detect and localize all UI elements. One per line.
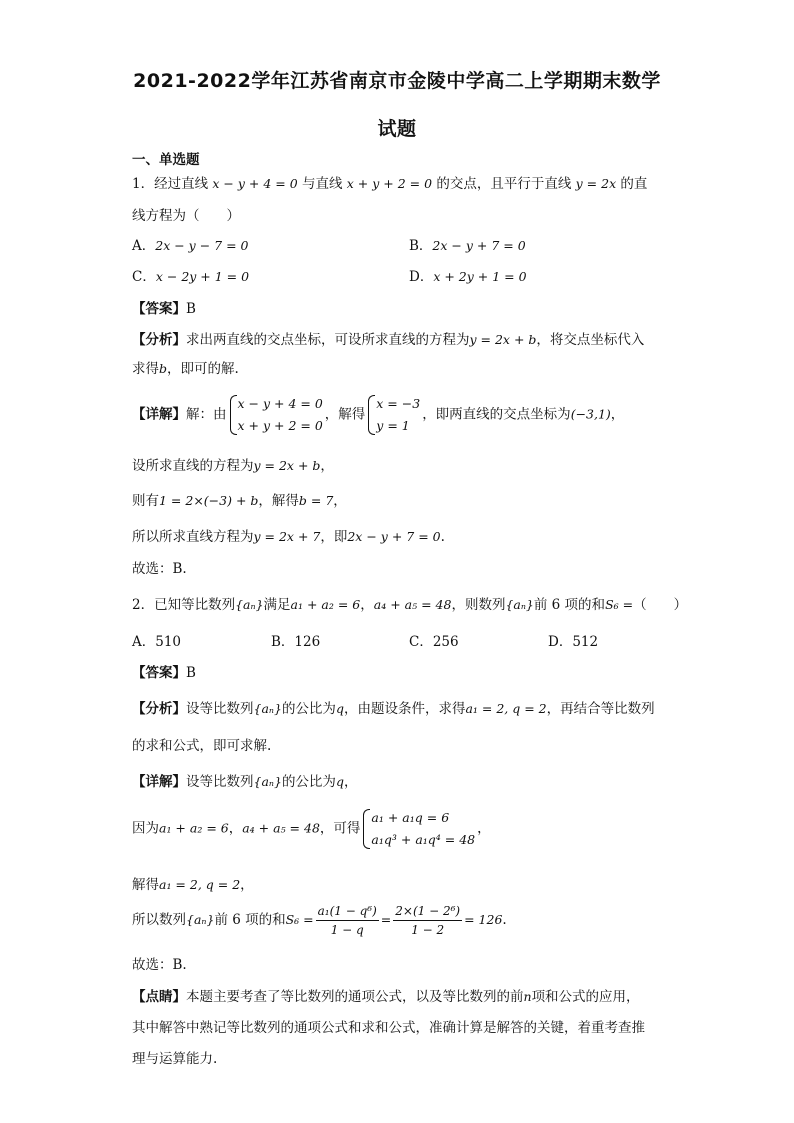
q1-option-c: C．x − 2y + 1 = 0 xyxy=(132,269,250,285)
q1-step2: 则有1 = 2×(−3) + b，解得b = 7， xyxy=(132,493,347,509)
q1-system-1: x − y + 4 = 0 x + y + 2 = 0 xyxy=(229,393,323,437)
q1-option-b: B．2x − y + 7 = 0 xyxy=(409,238,526,254)
q2-analysis-line2: 的求和公式，即可求解. xyxy=(132,738,272,754)
q2-option-b: B．126 xyxy=(271,634,321,650)
q2-comment-line2: 其中解答中熟记等比数列的通项公式和求和公式，准确计算是解答的关键，着重考查推 xyxy=(132,1020,645,1036)
q1-stem-line2: 线方程为（ ） xyxy=(132,208,240,224)
doc-title-line1: 2021-2022学年江苏省南京市金陵中学高二上学期期末数学 xyxy=(133,70,661,92)
q1-eq3: y = 2x xyxy=(575,176,617,191)
doc-title-line2: 试题 xyxy=(377,118,417,140)
q2-option-a: A．510 xyxy=(132,634,182,650)
q2-choice: 故选：B. xyxy=(132,957,187,973)
q2-stem: 2．已知等比数列{aₙ}满足a₁ + a₂ = 6，a₄ + a₅ = 48，则数列{aₙ}前 6 项的和S₆ =（ ） xyxy=(132,597,688,613)
q2-answer: 【答案】B xyxy=(132,665,196,681)
q1-analysis-line1: 【分析】求出两直线的交点坐标，可设所求直线的方程为y = 2x + b，将交点坐标代入 xyxy=(132,332,645,348)
q2-analysis-line1: 【分析】设等比数列{aₙ}的公比为q，由题设条件，求得a₁ = 2, q = 2，再结合等比数列 xyxy=(132,701,655,717)
q2-fraction-1: $\frac{\text{a₁(1 − q⁶)}}{1 - q}$ xyxy=(317,904,377,937)
q2-system: a₁ + a₁q = 6 a₁q³ + a₁q⁴ = 48 xyxy=(362,807,475,851)
q1-option-a: A．2x − y − 7 = 0 xyxy=(132,238,249,254)
q2-option-c: C．256 xyxy=(409,634,459,650)
q2-comment-line1: 【点睛】本题主要考查了等比数列的通项公式，以及等比数列的前n项和公式的应用， xyxy=(132,989,640,1005)
q2-detail-line: 【详解】设等比数列{aₙ}的公比为q， xyxy=(132,774,358,790)
q1-step1: 设所求直线的方程为y = 2x + b， xyxy=(132,458,334,474)
q2-comment-line3: 理与运算能力. xyxy=(132,1051,218,1067)
q2-step1: 因为a₁ + a₂ = 6，a₄ + a₅ = 48，可得 a₁ + a₁q = 6 a₁q³ + a₁q⁴ = 48 ， xyxy=(132,807,491,851)
q1-analysis-line2: 求得b，即可的解. xyxy=(132,361,239,377)
q1-step3: 所以所求直线方程为y = 2x + 7，即2x − y + 7 = 0. xyxy=(132,529,445,545)
q1-choice: 故选：B. xyxy=(132,561,187,577)
q2-step2: 解得a₁ = 2, q = 2， xyxy=(132,877,254,893)
q2-option-d: D．512 xyxy=(548,634,599,650)
q2-step3: 所以数列{aₙ}前 6 项的和S₆ = $\frac{\text{a₁(1 − q⁶)}}{1 - q}$ = $\frac{\text{2×(1 − 2⁶)}}{1 - 2}$ = 126. xyxy=(132,904,507,937)
q1-eq1: x − y + 4 = 0 xyxy=(212,176,298,191)
q1-detail-line: 【详解】解：由 x − y + 4 = 0 x + y + 2 = 0 ，解得 x = −3 y = 1 ，即两直线的交点坐标为(−3,1)， xyxy=(132,393,624,437)
q2-fraction-2: $\frac{\text{2×(1 − 2⁶)}}{1 - 2}$ xyxy=(395,904,461,937)
q1-system-2: x = −3 y = 1 xyxy=(367,393,420,437)
q1-option-d: D．x + 2y + 1 = 0 xyxy=(409,269,527,285)
q1-answer: 【答案】B xyxy=(132,301,196,317)
q1-stem-line1: 1．经过直线 x − y + 4 = 0 与直线 x + y + 2 = 0 的交点，且平行于直线 y = 2x 的直 xyxy=(132,176,648,192)
section-heading: 一、单选题 xyxy=(132,152,200,168)
q1-eq2: x + y + 2 = 0 xyxy=(346,176,433,191)
